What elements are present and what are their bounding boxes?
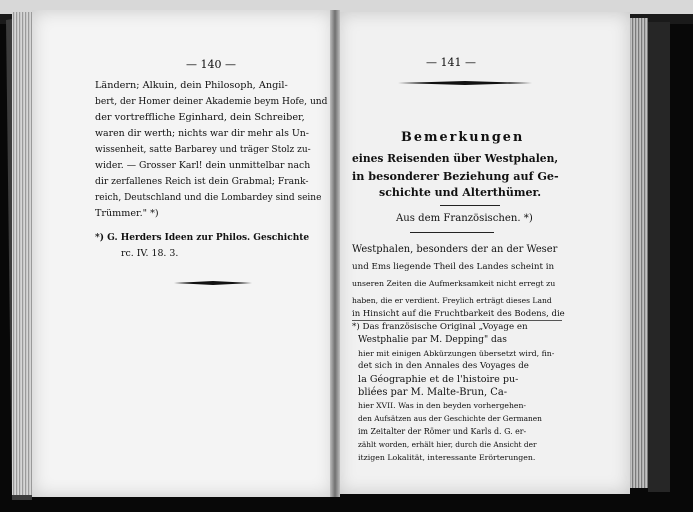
- right-top-ornamental-rule: [398, 80, 532, 86]
- footnote-line: *) Das französische Original „Voyage en: [352, 322, 528, 332]
- footnote-line: im Zeitalter der Römer und Karls d. G. er-: [358, 427, 527, 436]
- translation-note: Aus dem Französischen. *): [396, 213, 533, 224]
- article-subtitle-line: in besonderer Beziehung auf Ge-: [352, 169, 559, 183]
- footnote-line: itzigen Lokalität, interessante Erörterungen.: [358, 453, 536, 462]
- left-text-line: Trümmer." *): [95, 208, 159, 219]
- footnote-line: hier mit einigen Abkürzungen übersetzt wird, fin-: [358, 349, 555, 358]
- book-cover-right: [648, 22, 670, 492]
- left-text-line: dir zerfallenes Reich ist dein Grabmal; Frank-: [95, 176, 309, 187]
- footnote-line: det sich in den Annales des Voyages de: [358, 361, 529, 371]
- left-text-line: wider. — Grosser Karl! dein unmittelbar nach: [95, 160, 311, 171]
- translation-note-rule: [410, 232, 494, 233]
- body-text-line: und Ems liegende Theil des Landes scheint in: [352, 262, 555, 272]
- left-text-line: wissenheit, satte Barbarey und träger Stolz zu-: [95, 145, 311, 155]
- left-text-line: reich, Deutschland und die Lombardey sind seine: [95, 193, 322, 203]
- footnote-line: la Géographie et de l'histoire pu-: [358, 374, 519, 385]
- right-page-edges: [628, 18, 648, 488]
- left-ornamental-rule: [174, 279, 252, 287]
- article-subtitle-line: schichte und Alterthümer.: [379, 186, 542, 199]
- body-text-line: unseren Zeiten die Aufmerksamkeit nicht erregt zu: [352, 279, 556, 288]
- left-text-line: bert, der Homer deiner Akademie beym Hofe, und: [95, 97, 328, 107]
- footnote-line: den Aufsätzen aus der Geschichte der Germanen: [358, 414, 542, 423]
- footnote-line: zählt worden, erhält hier, durch die Ansicht der: [358, 440, 537, 449]
- left-page-edges: [12, 12, 34, 495]
- footnote-line: Westphalie par M. Depping" das: [358, 335, 507, 345]
- body-text-line: in Hinsicht auf die Fruchtbarkeit des Bodens, die: [352, 309, 565, 319]
- book-gutter: [330, 10, 340, 497]
- footnote-line: hier XVII. Was in den beyden vorhergehen-: [358, 401, 527, 410]
- subtitle-rule: [440, 205, 500, 206]
- article-title: Bemerkungen: [401, 130, 525, 145]
- body-text-line: Westphalen, besonders der an der Weser: [352, 244, 558, 255]
- body-text-line: haben, die er verdient. Freylich erträgt dieses Land: [352, 296, 552, 305]
- left-page-number: — 140 —: [186, 58, 236, 71]
- left-text-line: Ländern; Alkuin, dein Philosoph, Angil-: [95, 80, 288, 91]
- left-footnote-line: *) G. Herders Ideen zur Philos. Geschichte: [95, 233, 310, 243]
- left-text-line: waren dir werth; nichts war dir mehr als Un-: [95, 128, 309, 139]
- right-page-number: — 141 —: [426, 56, 476, 69]
- left-text-line: der vortreffliche Eginhard, dein Schreiber,: [95, 112, 305, 123]
- left-footnote-line: rc. IV. 18. 3.: [121, 248, 179, 259]
- footnote-line: bliées par M. Malte-Brun, Ca-: [358, 387, 508, 398]
- article-subtitle-line: eines Reisenden über Westphalen,: [352, 152, 559, 165]
